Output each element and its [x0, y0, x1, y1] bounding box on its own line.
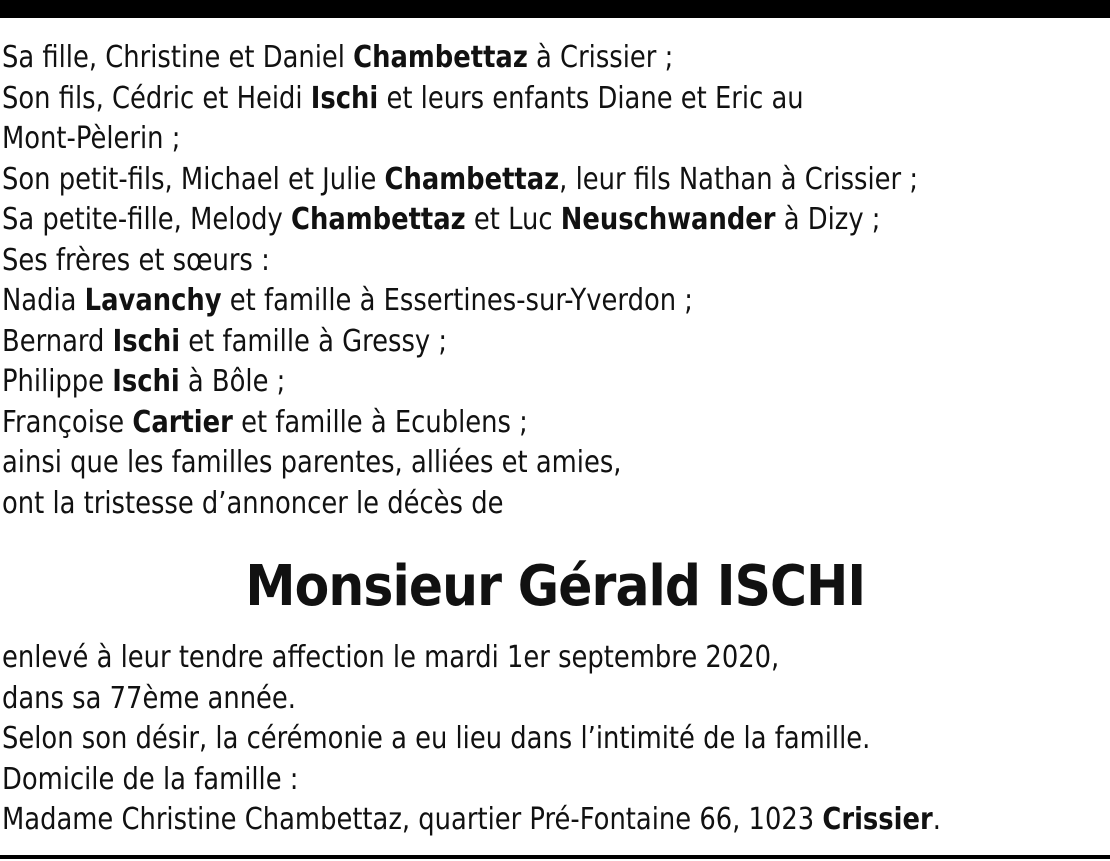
closing-text [2, 638, 948, 841]
bold-surname: Ischi [310, 80, 379, 116]
text-line [2, 322, 948, 363]
text-run: à Dizy ; [775, 202, 881, 237]
text-run: et famille à Essertines-sur-Yverdon ; [221, 283, 693, 318]
bold-surname: Neuschwander [560, 202, 776, 237]
text-run: Mont-Pèlerin ; [2, 121, 181, 156]
bold-surname: Chambettaz [353, 40, 528, 75]
text-line [2, 800, 948, 841]
text-line [2, 119, 948, 160]
bold-surname: Ischi [112, 323, 181, 359]
text-run: Ses frères et sœurs : [2, 242, 270, 278]
text-run: et famille à Gressy ; [180, 323, 448, 359]
text-line [2, 679, 948, 720]
text-run: . [932, 802, 941, 837]
text-run: , leur fils Nathan à Crissier ; [559, 161, 919, 197]
bottom-rule [0, 855, 1110, 859]
text-run: dans sa 77ème année. [2, 680, 297, 716]
text-run: Bernard [2, 323, 113, 359]
text-line [2, 38, 948, 79]
text-line [2, 241, 948, 282]
text-line [2, 362, 948, 403]
bold-surname: Cartier [132, 404, 233, 440]
deceased-name-text: Monsieur Gérald ISCHI [245, 554, 865, 619]
bold-surname: Chambettaz [291, 202, 466, 237]
family-list [2, 38, 948, 524]
text-run: Madame Christine Chambettaz, quartier Pré-Fontaine 66, 1023 [2, 802, 823, 837]
text-run: à Crissier ; [527, 40, 674, 75]
text-run: Son petit-fils, Michael et Julie [2, 161, 385, 197]
text-line [2, 79, 948, 120]
text-run: et famille à Ecublens ; [232, 404, 528, 440]
text-run: ainsi que les familles parentes, alliées et amies, [2, 445, 622, 480]
text-line [2, 281, 948, 322]
text-line [2, 638, 948, 679]
text-run: Domicile de la famille : [2, 761, 299, 797]
top-rule [0, 0, 1110, 18]
text-line [2, 484, 948, 525]
text-run: et Luc [465, 202, 561, 237]
text-run: ont la tristesse d’annoncer le décès de [2, 485, 504, 521]
text-line [2, 719, 948, 760]
text-run: enlevé à leur tendre affection le mardi 1er septembre 2020, [2, 640, 780, 675]
text-line [2, 403, 948, 444]
text-run: et leurs enfants Diane et Eric au [378, 80, 804, 116]
text-run: Philippe [2, 364, 113, 399]
text-line [2, 160, 948, 201]
text-run: Sa petite-fille, Melody [2, 202, 292, 237]
text-line [2, 760, 948, 801]
bold-surname: Lavanchy [84, 283, 222, 318]
text-run: Françoise [2, 404, 133, 440]
text-run: Nadia [2, 283, 85, 318]
text-run: Selon son désir, la cérémonie a eu lieu dans l’intimité de la famille. [2, 721, 871, 756]
bold-surname: Chambettaz [384, 161, 560, 197]
text-run: Sa fille, Christine et Daniel [2, 40, 354, 75]
text-run: Son fils, Cédric et Heidi [2, 80, 311, 116]
bold-surname: Crissier [822, 802, 933, 837]
deceased-name [0, 552, 1110, 622]
text-line [2, 200, 948, 241]
bold-surname: Ischi [112, 364, 180, 399]
text-run: à Bôle ; [179, 364, 286, 399]
text-line [2, 443, 948, 484]
